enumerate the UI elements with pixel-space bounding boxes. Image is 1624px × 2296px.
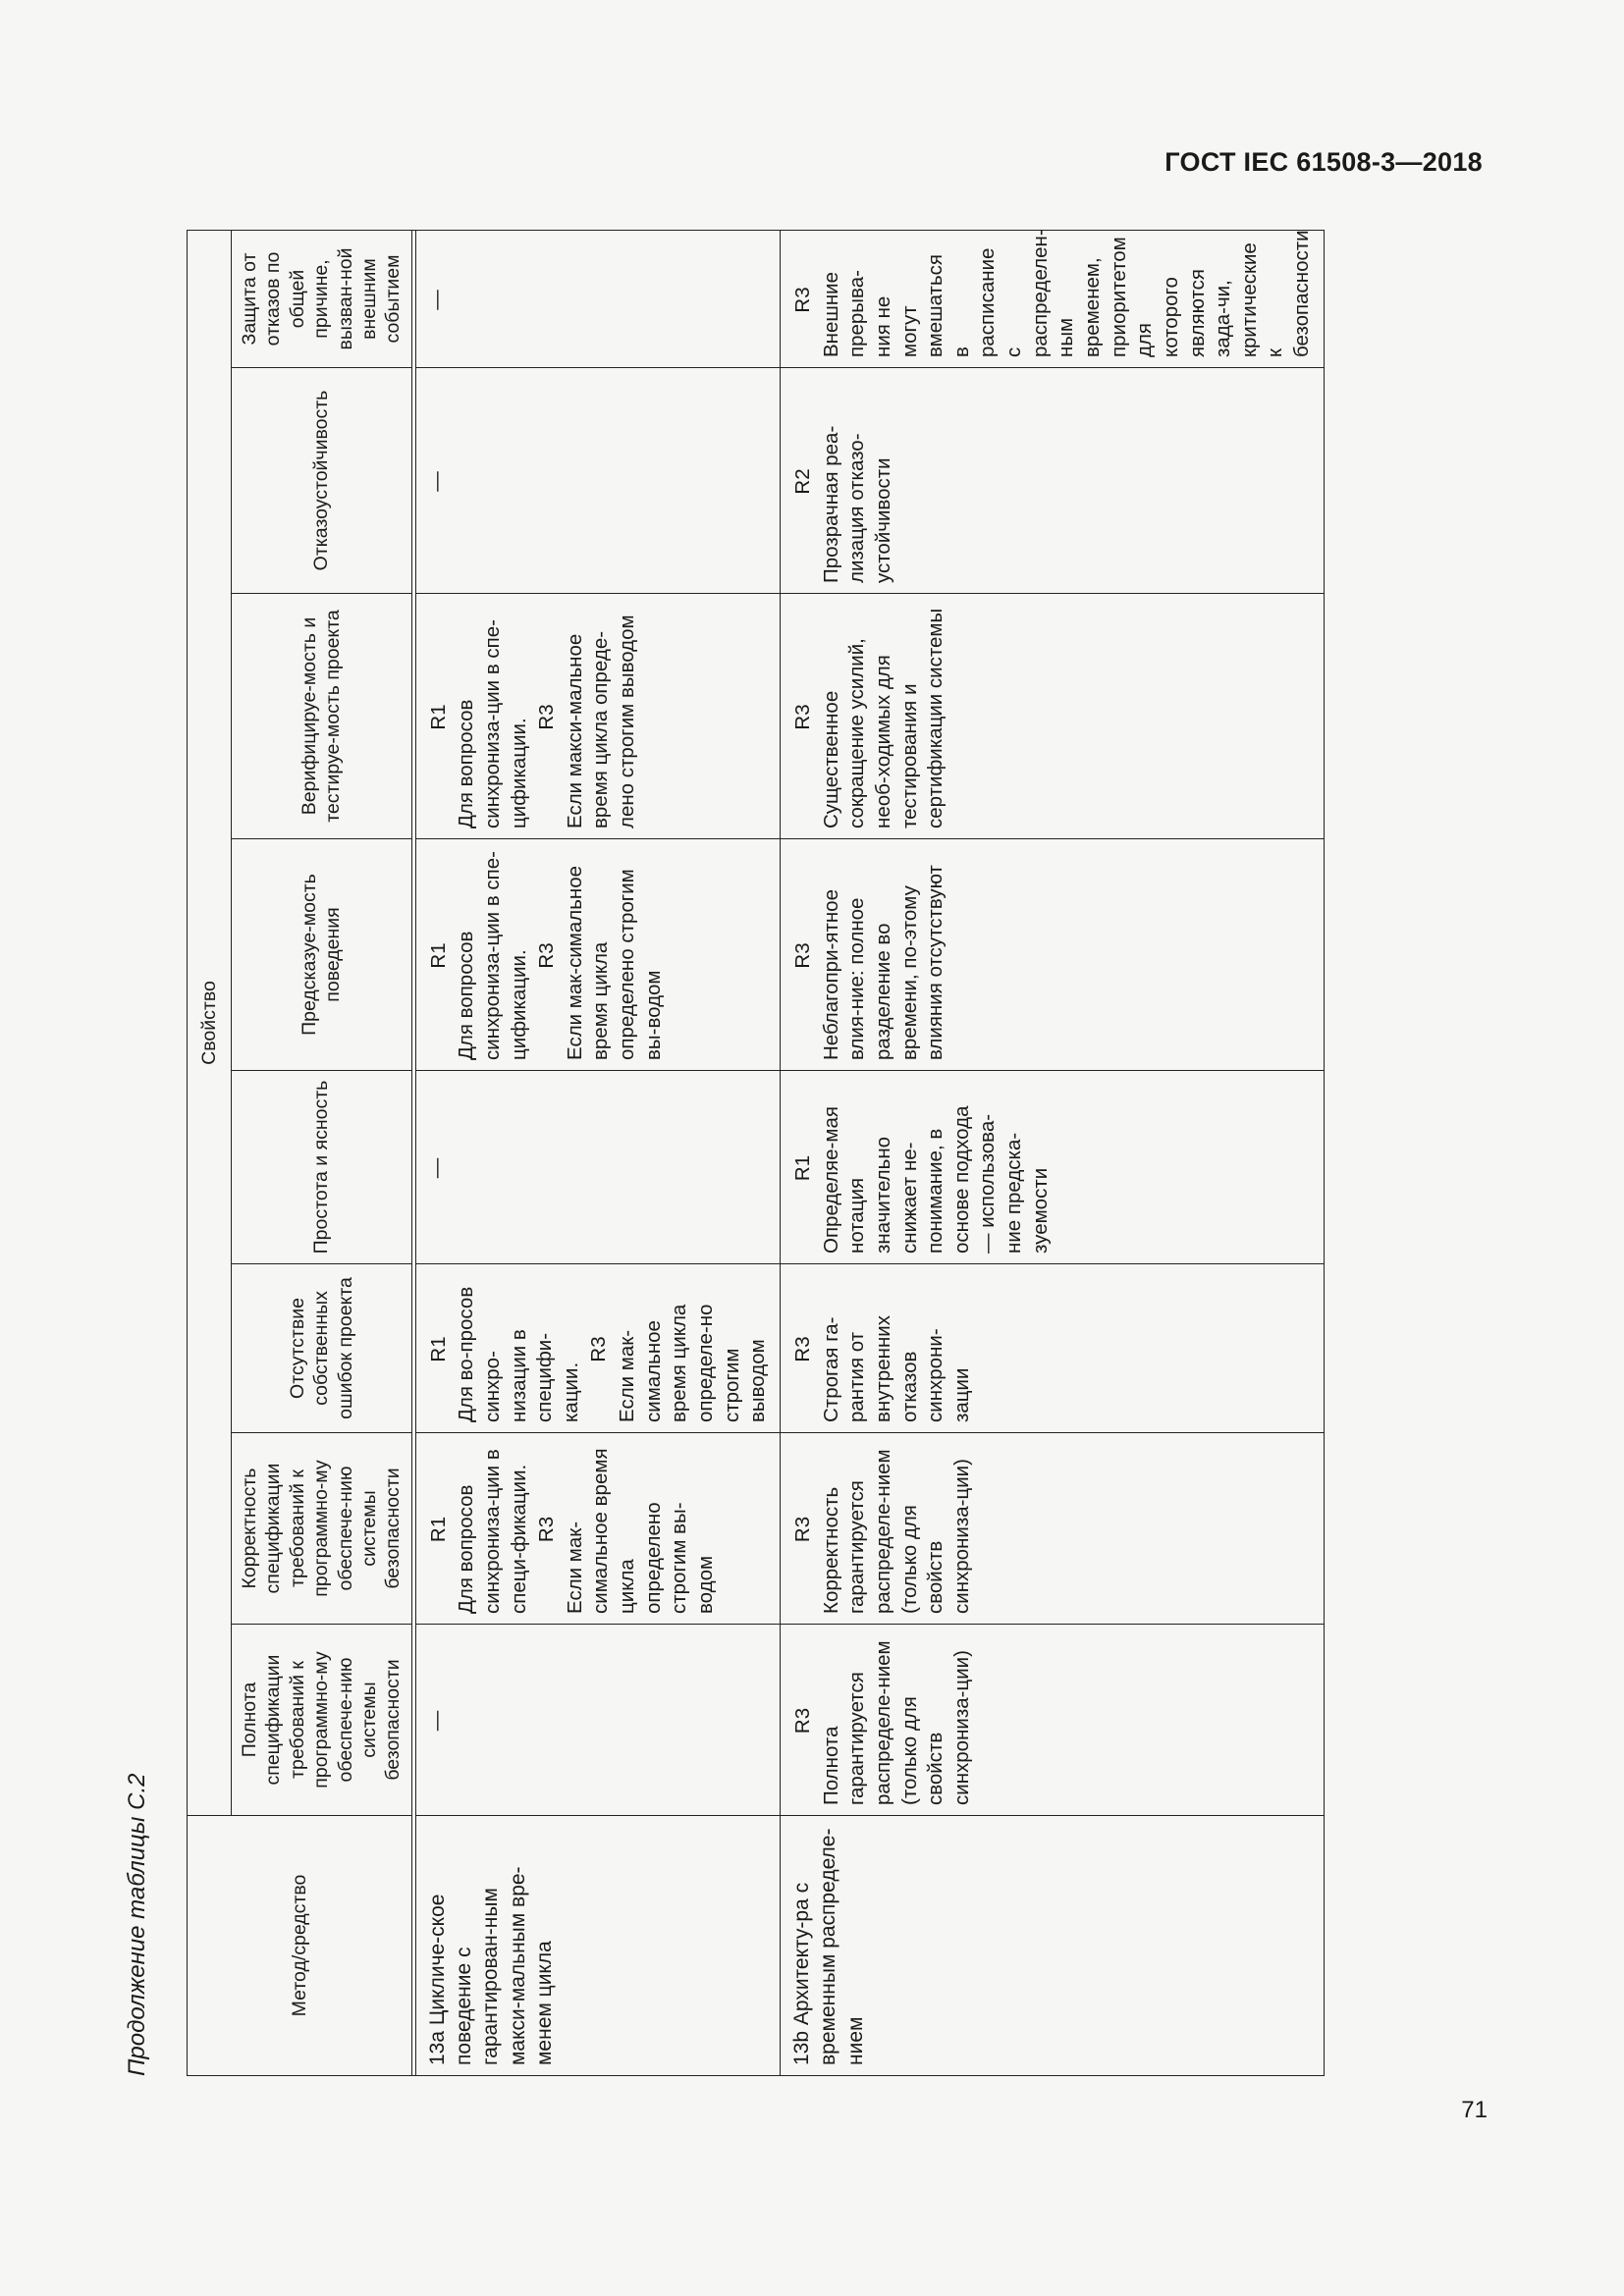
- column-header-completeness: Полнота спецификации требований к программно-му обеспече-нию системы безопасности: [232, 1625, 412, 1816]
- table-cell: [780, 594, 1324, 839]
- cell-text: Строгая га-рантия от внутренних отказов синхрони-зации: [819, 1315, 973, 1422]
- table-cell: [780, 1433, 1324, 1625]
- cell-text: Если мак-симальное время цикла определено строгим вы-водом: [563, 865, 665, 1060]
- table-cell: [415, 368, 780, 594]
- rating-text: R1: [426, 942, 450, 969]
- rating-text: R1: [790, 1154, 814, 1182]
- table-cell: [415, 839, 780, 1071]
- table-cell: [415, 1071, 780, 1264]
- table-cell: [415, 1264, 780, 1433]
- column-header-verifiability: Верифицируе-мость и тестируе-мость проекта: [232, 594, 412, 839]
- table-cell: [780, 1071, 1324, 1264]
- table-cell: [780, 230, 1324, 367]
- table-cell: [780, 1625, 1324, 1816]
- page-number: 71: [1461, 2097, 1488, 2123]
- rating-text: R3: [535, 942, 559, 969]
- table-cell: [415, 1433, 780, 1625]
- table-cell: [780, 368, 1324, 594]
- cell-text: Если макси-мальное время цикла опреде-лено строгим выводом: [563, 614, 639, 828]
- rating-text: R3: [790, 1516, 814, 1543]
- cell-text: Для вопросов синхрониза-ции в спе-цификации.: [455, 851, 530, 1060]
- method-label: 13b Архитекту-ра с временным распределе-нием: [789, 1828, 867, 2065]
- cell-text: Прозрачная реа-лизация отказо-устойчивости: [819, 425, 894, 583]
- method-label: 13а Цикличе-ское поведение с гарантирован-ным макси-мальным вре-менем цикла: [425, 1866, 556, 2065]
- cell-text: Для вопросов синхрониза-ции в спе-цификации.: [455, 619, 530, 828]
- cell-text: Для вопросов синхрониза-ции в специ-фикации.: [455, 1449, 530, 1614]
- table-cell: [415, 594, 780, 839]
- dash-text: —: [424, 290, 448, 310]
- column-header-fault-tolerance: Отказоустойчивость: [232, 368, 412, 594]
- column-header-simplicity: Простота и ясность: [232, 1071, 412, 1264]
- table-row: [415, 230, 780, 2075]
- cell-text: Если мак-симальное время цикла определено строгим вы-водом: [563, 1448, 718, 1614]
- column-header-method: Метод/средство: [188, 1816, 412, 2076]
- column-group-header-property: Свойство: [188, 230, 232, 1815]
- rating-text: R3: [790, 942, 814, 969]
- table-caption: Продолжение таблицы С.2: [124, 1773, 150, 2076]
- method-cell: [780, 1816, 1324, 2076]
- table-cell: [415, 1625, 780, 1816]
- table-cell: [780, 839, 1324, 1071]
- cell-text: Существенное сокращение усилий, необ-ходимых для тестирования и сертификации системы: [819, 608, 947, 828]
- rating-text: R3: [535, 704, 559, 730]
- table-cell: [780, 1264, 1324, 1433]
- rating-text: R3: [790, 1707, 814, 1735]
- column-header-predictability: Предсказуе-мость поведения: [232, 839, 412, 1071]
- cell-text: Внешние прерыва-ния не могут вмешаться в расписание с распределен-ным временем, приоритетом для которого являются зада-чи, критические к безопасности: [819, 229, 1314, 357]
- cell-text: Полнота гарантируется распределе-нием (только для свойств синхрониза-ции): [819, 1640, 973, 1805]
- rating-text: R3: [790, 287, 814, 313]
- rating-text: R1: [426, 704, 450, 730]
- rating-text: R3: [535, 1516, 559, 1543]
- column-header-freedom-from-design-faults: Отсутствие собственных ошибок проекта: [232, 1264, 412, 1433]
- rating-text: R1: [426, 1516, 450, 1543]
- rotated-table-frame: [124, 229, 1341, 2076]
- cell-text: Определяе-мая нотация значительно снижает не-понимание, в основе подхода — использова-ние предска-зуемости: [819, 1105, 1052, 1254]
- table-row: [780, 230, 1324, 2075]
- rating-text: R2: [790, 468, 814, 495]
- rating-text: R3: [790, 704, 814, 730]
- column-header-common-cause: Защита от отказов по общей причине, вызван-ной внешним событием: [232, 230, 412, 367]
- cell-text: Корректность гарантируется распределе-нием (только для свойств синхрониза-ции): [819, 1449, 973, 1614]
- dash-text: —: [424, 1710, 448, 1732]
- table-cell: [415, 230, 780, 367]
- dash-text: —: [424, 1157, 448, 1179]
- method-cell: [415, 1816, 780, 2076]
- cell-text: Неблагопри-ятное влия-ние: полное разделение во времени, по-этому влияния отсутствуют: [819, 865, 947, 1060]
- column-header-correctness: Корректность спецификации требований к программно-му обеспече-нию системы безопасности: [232, 1433, 412, 1625]
- cell-text: Если мак-симальное время цикла определе-но строгим выводом: [616, 1304, 770, 1422]
- dash-text: —: [424, 471, 448, 492]
- rating-text: R1: [426, 1336, 450, 1362]
- document-code: ГОСТ IEC 61508-3—2018: [1164, 147, 1483, 177]
- rating-text: R3: [587, 1336, 611, 1362]
- properties-table: [187, 230, 1325, 2076]
- cell-text: Для во-просов синхро-низации в специфи-кации.: [455, 1286, 582, 1422]
- rating-text: R3: [790, 1336, 814, 1362]
